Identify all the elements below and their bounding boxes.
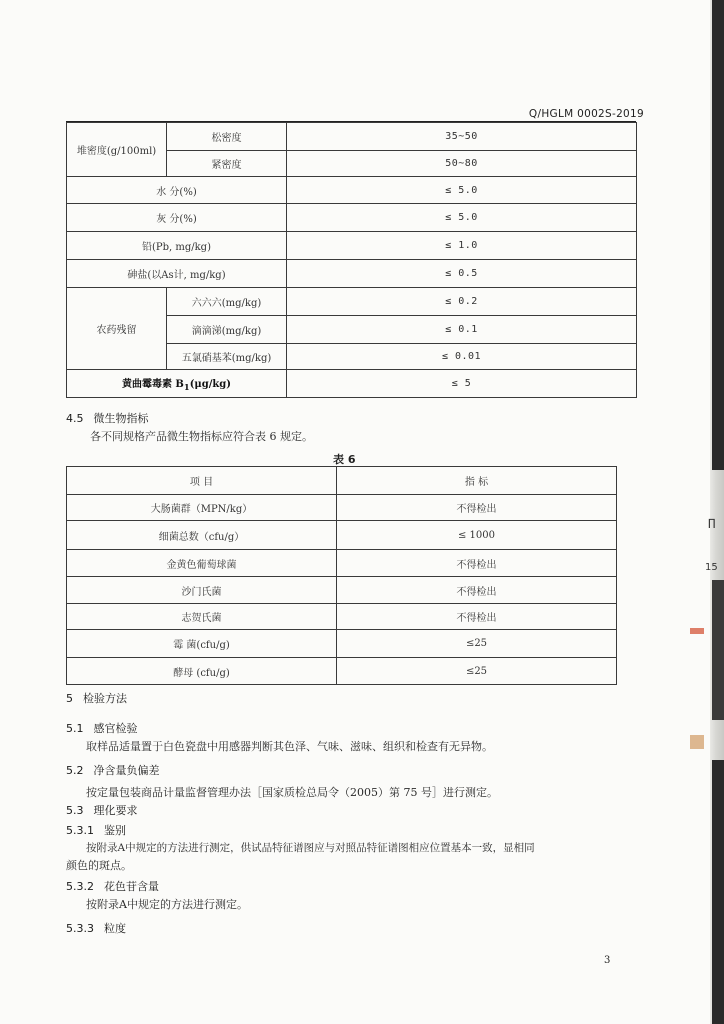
row-value: 不得检出 (337, 550, 617, 577)
row-item: 志贺氏菌 (67, 604, 337, 630)
edge-mark: ∏ (708, 518, 716, 529)
stain-mark (690, 735, 704, 749)
row-value: 不得检出 (337, 604, 617, 630)
table-row (67, 604, 617, 630)
section-5-3-3-heading (66, 920, 126, 936)
ash-value: ≤ 5.0 (287, 204, 637, 232)
table-5-physicochemical (66, 122, 637, 398)
section-5-2-heading (66, 762, 160, 778)
section-title: 净含量负偏差 (93, 764, 160, 777)
section-5-3-1-text-line2: 颜色的斑点。 (66, 859, 132, 872)
density-group-label: 堆密度(g/100ml) (67, 123, 167, 177)
section-number: 5 (66, 692, 73, 705)
loose-density-label: 松密度 (167, 123, 287, 151)
lead-value: ≤ 1.0 (287, 232, 637, 260)
row-value: 不得检出 (337, 495, 617, 521)
section-5-3-2-text: 按附录A中规定的方法进行测定。 (86, 898, 248, 911)
section-title: 理化要求 (93, 804, 138, 817)
table-6-microbiological (66, 466, 617, 685)
section-title: 感官检验 (93, 722, 138, 735)
section-5-3-2-heading (66, 878, 159, 894)
section-title: 微生物指标 (93, 412, 149, 425)
loose-density-value: 35~50 (287, 123, 637, 151)
pesticide-group-label: 农药残留 (67, 288, 167, 370)
section-number: 5.3.3 (66, 922, 94, 935)
table-row (67, 658, 617, 685)
edge-mark: 15 (705, 562, 718, 573)
section-number: 5.2 (66, 764, 84, 777)
row-item: 霉 菌(cfu/g) (67, 630, 337, 658)
section-5-2-text: 按定量包装商品计量监督管理办法［国家质检总局令（2005）第 75 号］进行测定。 (86, 786, 498, 799)
row-value: ≤ 1000 (337, 521, 617, 550)
aflatoxin-subscript: 1 (183, 382, 190, 392)
section-5-heading (66, 690, 127, 706)
section-title: 检验方法 (83, 692, 127, 705)
row-item: 金黄色葡萄球菌 (67, 550, 337, 577)
lead-label: 铅(Pb, mg/kg) (67, 232, 287, 260)
table-row (67, 577, 617, 604)
row-item: 沙门氏菌 (67, 577, 337, 604)
section-title: 粒度 (104, 922, 126, 935)
section-5-1-heading (66, 720, 138, 736)
section-number: 5.3.2 (66, 880, 94, 893)
pcnb-label: 五氯硝基苯(mg/kg) (167, 344, 287, 370)
section-number: 5.3 (66, 804, 84, 817)
section-5-3-heading (66, 802, 138, 818)
section-title: 鉴别 (104, 824, 126, 837)
row-item: 酵母 (cfu/g) (67, 658, 337, 685)
table-6-header-item: 项 目 (67, 467, 337, 495)
section-5-1-text: 取样品适量置于白色瓷盘中用感器判断其色泽、气味、滋味、组织和检查有无异物。 (86, 740, 493, 753)
section-number: 5.3.1 (66, 824, 94, 837)
document-code: Q/HGLM 0002S-2019 (528, 108, 644, 120)
ddt-label: 滴滴涕(mg/kg) (167, 316, 287, 344)
section-number: 4.5 (66, 412, 84, 425)
row-value: ≤25 (337, 658, 617, 685)
table-row (67, 550, 617, 577)
aflatoxin-label (67, 370, 287, 398)
table-6-caption: 表 6 (333, 453, 356, 466)
moisture-label: 水 分(%) (67, 177, 287, 204)
red-mark (690, 628, 704, 634)
row-item: 大肠菌群（MPN/kg） (67, 495, 337, 521)
ash-label: 灰 分(%) (67, 204, 287, 232)
aflatoxin-value: ≤ 5 (287, 370, 637, 398)
row-item: 细菌总数（cfu/g） (67, 521, 337, 550)
arsenic-label: 砷盐(以As计, mg/kg) (67, 260, 287, 288)
bhc-value: ≤ 0.2 (287, 288, 637, 316)
scan-right-edge (710, 0, 724, 1024)
section-4-5-text: 各不同规格产品微生物指标应符合表 6 规定。 (90, 430, 313, 443)
tap-density-label: 紧密度 (167, 151, 287, 177)
ddt-value: ≤ 0.1 (287, 316, 637, 344)
scan-edge-shadow (712, 580, 724, 720)
arsenic-value: ≤ 0.5 (287, 260, 637, 288)
aflatoxin-label-main: 黄曲霉毒素 B (121, 379, 184, 390)
scan-edge-shadow (712, 760, 724, 1024)
table-row (67, 521, 617, 550)
moisture-value: ≤ 5.0 (287, 177, 637, 204)
section-4-5-heading (66, 410, 149, 426)
tap-density-value: 50~80 (287, 151, 637, 177)
aflatoxin-unit: (μg/kg) (189, 379, 232, 390)
section-title: 花色苷含量 (104, 880, 159, 893)
bhc-label: 六六六(mg/kg) (167, 288, 287, 316)
section-number: 5.1 (66, 722, 84, 735)
section-5-3-1-text-line1: 按附录A中规定的方法进行测定，供试品特征谱图应与对照品特征谱图相应位置基本一致，显相同 (86, 842, 535, 854)
table-row (67, 630, 617, 658)
row-value: 不得检出 (337, 577, 617, 604)
page-number: 3 (604, 955, 611, 966)
pcnb-value: ≤ 0.01 (287, 344, 637, 370)
table-row (67, 495, 617, 521)
table-6-header-index: 指 标 (337, 467, 617, 495)
scan-edge-shadow (712, 0, 724, 470)
row-value: ≤25 (337, 630, 617, 658)
section-5-3-1-heading (66, 822, 126, 838)
